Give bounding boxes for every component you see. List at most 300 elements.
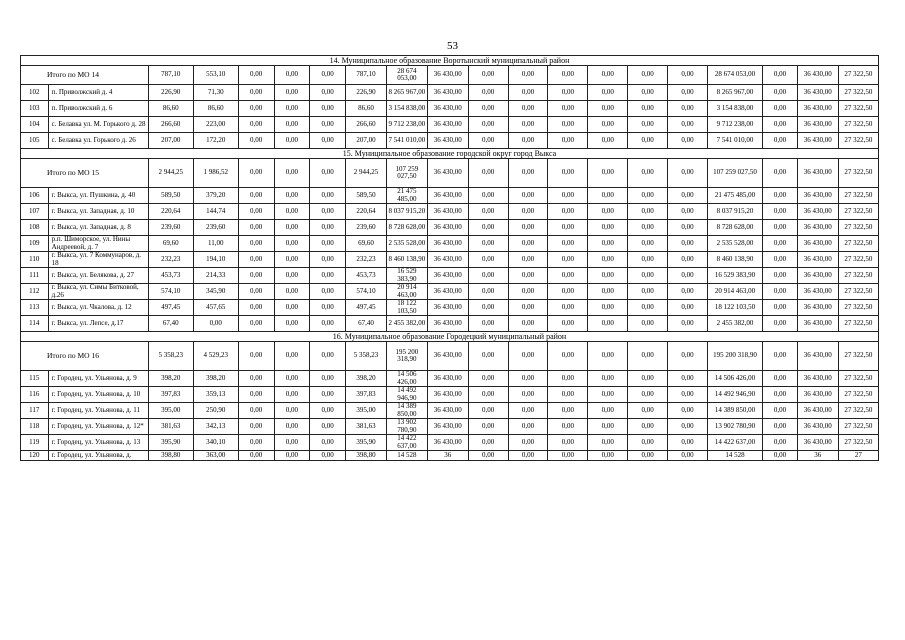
table-cell: 0,00 xyxy=(548,300,588,316)
table-cell: 457,65 xyxy=(193,300,238,316)
table-cell: 0,00 xyxy=(763,101,798,117)
table-cell: 0,00 xyxy=(508,117,548,133)
table-cell: 0,00 xyxy=(668,252,708,268)
table-cell: 0,00 xyxy=(668,133,708,149)
table-cell: 27 322,50 xyxy=(838,268,878,284)
table-cell: 144,74 xyxy=(193,204,238,220)
table-cell: 0,00 xyxy=(508,435,548,451)
table-cell: 0,00 xyxy=(763,117,798,133)
table-cell: 0,00 xyxy=(508,252,548,268)
row-number: 102 xyxy=(21,85,49,101)
row-number: 119 xyxy=(21,435,49,451)
table-cell: 27 322,50 xyxy=(838,220,878,236)
table-cell: 27 322,50 xyxy=(838,66,878,85)
table-cell: 0,00 xyxy=(628,85,668,101)
table-cell: 36 430,00 xyxy=(797,236,838,252)
total-row xyxy=(21,159,879,188)
table-cell: 0,00 xyxy=(274,101,310,117)
table-cell: 0,00 xyxy=(668,101,708,117)
table-cell: 27 322,50 xyxy=(838,435,878,451)
table-cell: 0,00 xyxy=(588,387,628,403)
table-cell: 0,00 xyxy=(763,316,798,332)
table-cell: 14 506 426,00 xyxy=(386,371,427,387)
total-row xyxy=(21,66,879,85)
table-cell: 0,00 xyxy=(763,387,798,403)
table-cell: 232,23 xyxy=(346,252,387,268)
table-cell: 0,00 xyxy=(274,252,310,268)
row-number: 106 xyxy=(21,188,49,204)
table-cell: 0,00 xyxy=(468,133,508,149)
table-cell: 0,00 xyxy=(548,188,588,204)
table-cell: 0,00 xyxy=(588,300,628,316)
table-cell: 0,00 xyxy=(468,204,508,220)
table-row xyxy=(21,133,879,149)
table-cell: 0,00 xyxy=(548,316,588,332)
table-cell: 226,90 xyxy=(148,85,193,101)
table-cell: 0,00 xyxy=(310,220,346,236)
table-cell: 0,00 xyxy=(310,204,346,220)
table-cell: 0,00 xyxy=(238,236,274,252)
row-address: г. Городец, ул. Ульянова, д. 11 xyxy=(48,403,148,419)
table-cell: 0,00 xyxy=(508,316,548,332)
table-cell: 574,10 xyxy=(148,284,193,300)
table-cell: 13 902 780,90 xyxy=(386,419,427,435)
table-row xyxy=(21,204,879,220)
table-cell: 0,00 xyxy=(310,284,346,300)
table-cell: 27 322,50 xyxy=(838,236,878,252)
table-cell: 0,00 xyxy=(274,66,310,85)
table-cell: 8 728 628,00 xyxy=(386,220,427,236)
row-number: 109 xyxy=(21,236,49,252)
row-address: с. Белавка ул. М. Горького д. 28 xyxy=(48,117,148,133)
table-cell: 397,83 xyxy=(346,387,387,403)
table-cell: 0,00 xyxy=(274,419,310,435)
table-cell: 36 430,00 xyxy=(797,419,838,435)
table-cell: 27 322,50 xyxy=(838,117,878,133)
table-cell: 36 430,00 xyxy=(427,188,468,204)
row-number: 117 xyxy=(21,403,49,419)
table-cell: 36 430,00 xyxy=(427,284,468,300)
table-cell: 0,00 xyxy=(763,204,798,220)
table-cell: 0,00 xyxy=(238,252,274,268)
table-cell: 0,00 xyxy=(310,117,346,133)
table-cell: 363,00 xyxy=(193,451,238,461)
table-cell: 18 122 103,50 xyxy=(386,300,427,316)
table-cell: 0,00 xyxy=(763,85,798,101)
table-cell: 36 430,00 xyxy=(427,371,468,387)
total-label: Итого по МО 15 xyxy=(21,159,149,188)
table-cell: 266,60 xyxy=(346,117,387,133)
table-cell: 36 430,00 xyxy=(797,159,838,188)
row-number: 105 xyxy=(21,133,49,149)
table-cell: 14 492 946,90 xyxy=(386,387,427,403)
table-cell: 0,00 xyxy=(668,435,708,451)
table-cell: 0,00 xyxy=(274,451,310,461)
row-number: 113 xyxy=(21,300,49,316)
table-cell: 0,00 xyxy=(468,284,508,300)
table-cell: 0,00 xyxy=(588,419,628,435)
table-row xyxy=(21,435,879,451)
table-cell: 0,00 xyxy=(468,387,508,403)
table-cell: 36 430,00 xyxy=(427,300,468,316)
table-cell: 0,00 xyxy=(508,101,548,117)
table-cell: 36 430,00 xyxy=(797,268,838,284)
table-cell: 86,60 xyxy=(346,101,387,117)
table-cell: 0,00 xyxy=(508,342,548,371)
table-cell: 36 430,00 xyxy=(427,133,468,149)
table-cell: 36 430,00 xyxy=(427,252,468,268)
table-cell: 359,13 xyxy=(193,387,238,403)
table-cell: 0,00 xyxy=(274,204,310,220)
row-address: г. Выкса, ул. Пушкина, д. 40 xyxy=(48,188,148,204)
table-cell: 0,00 xyxy=(588,204,628,220)
table-cell: 589,50 xyxy=(346,188,387,204)
table-cell: 67,40 xyxy=(148,316,193,332)
table-row xyxy=(21,387,879,403)
table-cell: 8 037 915,20 xyxy=(386,204,427,220)
table-cell: 0,00 xyxy=(508,220,548,236)
table-cell: 0,00 xyxy=(548,403,588,419)
table-cell: 0,00 xyxy=(508,371,548,387)
table-cell: 0,00 xyxy=(588,159,628,188)
table-cell: 0,00 xyxy=(468,342,508,371)
table-cell: 0,00 xyxy=(668,451,708,461)
table-cell: 0,00 xyxy=(238,284,274,300)
total-label: Итого по МО 16 xyxy=(21,342,149,371)
table-cell: 4 529,23 xyxy=(193,342,238,371)
table-cell: 9 712 238,00 xyxy=(707,117,762,133)
table-cell: 0,00 xyxy=(274,300,310,316)
row-number: 115 xyxy=(21,371,49,387)
table-cell: 36 430,00 xyxy=(427,85,468,101)
table-cell: 0,00 xyxy=(238,159,274,188)
table-cell: 27 322,50 xyxy=(838,159,878,188)
row-number: 114 xyxy=(21,316,49,332)
table-cell: 0,00 xyxy=(310,85,346,101)
table-cell: 250,90 xyxy=(193,403,238,419)
table-cell: 0,00 xyxy=(628,387,668,403)
table-cell: 0,00 xyxy=(508,188,548,204)
table-cell: 9 712 238,00 xyxy=(386,117,427,133)
table-cell: 0,00 xyxy=(588,66,628,85)
table-cell: 27 322,50 xyxy=(838,316,878,332)
table-cell: 5 358,23 xyxy=(346,342,387,371)
table-cell: 0,00 xyxy=(508,451,548,461)
table-cell: 0,00 xyxy=(274,85,310,101)
table-cell: 0,00 xyxy=(588,133,628,149)
table-cell: 0,00 xyxy=(628,117,668,133)
table-row xyxy=(21,236,879,252)
table-cell: 0,00 xyxy=(628,284,668,300)
table-cell: 0,00 xyxy=(548,117,588,133)
table-cell: 207,00 xyxy=(148,133,193,149)
table-cell: 0,00 xyxy=(274,435,310,451)
table-cell: 8 265 967,00 xyxy=(386,85,427,101)
table-cell: 0,00 xyxy=(508,204,548,220)
table-cell: 107 259 027,50 xyxy=(707,159,762,188)
row-address: г. Выкса, ул. Белякова, д. 27 xyxy=(48,268,148,284)
table-cell: 1 986,52 xyxy=(193,159,238,188)
table-cell: 0,00 xyxy=(274,284,310,300)
table-cell: 0,00 xyxy=(668,403,708,419)
table-cell: 36 430,00 xyxy=(427,419,468,435)
table-cell: 0,00 xyxy=(238,133,274,149)
table-cell: 0,00 xyxy=(588,220,628,236)
table-cell: 0,00 xyxy=(668,236,708,252)
section-header-row xyxy=(21,332,879,342)
table-cell: 0,00 xyxy=(548,284,588,300)
table-cell: 0,00 xyxy=(508,159,548,188)
table-cell: 0,00 xyxy=(763,66,798,85)
table-cell: 14 528 xyxy=(707,451,762,461)
table-cell: 398,20 xyxy=(193,371,238,387)
table-cell: 0,00 xyxy=(310,300,346,316)
table-row xyxy=(21,451,879,461)
table-cell: 0,00 xyxy=(310,316,346,332)
table-cell: 0,00 xyxy=(763,403,798,419)
table-cell: 0,00 xyxy=(668,371,708,387)
table-cell: 0,00 xyxy=(588,236,628,252)
data-table xyxy=(20,55,879,461)
table-cell: 86,60 xyxy=(193,101,238,117)
table-row xyxy=(21,316,879,332)
table-cell: 36 430,00 xyxy=(797,188,838,204)
table-cell: 0,00 xyxy=(468,188,508,204)
table-row xyxy=(21,252,879,268)
table-cell: 28 674 053,00 xyxy=(386,66,427,85)
table-cell: 395,00 xyxy=(346,403,387,419)
table-cell: 0,00 xyxy=(238,268,274,284)
table-cell: 0,00 xyxy=(548,387,588,403)
table-cell: 0,00 xyxy=(668,268,708,284)
table-cell: 27 322,50 xyxy=(838,371,878,387)
table-cell: 0,00 xyxy=(238,188,274,204)
table-row xyxy=(21,419,879,435)
table-cell: 232,23 xyxy=(148,252,193,268)
table-cell: 0,00 xyxy=(588,435,628,451)
table-cell: 36 xyxy=(427,451,468,461)
table-cell: 574,10 xyxy=(346,284,387,300)
table-cell: 381,63 xyxy=(346,419,387,435)
table-cell: 2 944,25 xyxy=(148,159,193,188)
table-cell: 0,00 xyxy=(628,435,668,451)
row-number: 116 xyxy=(21,387,49,403)
table-cell: 3 154 838,00 xyxy=(707,101,762,117)
table-cell: 239,60 xyxy=(346,220,387,236)
table-cell: 0,00 xyxy=(508,236,548,252)
table-cell: 398,80 xyxy=(346,451,387,461)
table-cell: 0,00 xyxy=(238,101,274,117)
table-cell: 0,00 xyxy=(274,236,310,252)
table-cell: 0,00 xyxy=(628,133,668,149)
table-cell: 14 422 637,00 xyxy=(707,435,762,451)
table-cell: 0,00 xyxy=(238,300,274,316)
table-cell: 395,90 xyxy=(148,435,193,451)
table-cell: 11,00 xyxy=(193,236,238,252)
table-cell: 0,00 xyxy=(628,342,668,371)
table-cell: 0,00 xyxy=(193,316,238,332)
table-cell: 0,00 xyxy=(668,66,708,85)
table-cell: 0,00 xyxy=(508,403,548,419)
table-cell: 0,00 xyxy=(763,451,798,461)
table-cell: 0,00 xyxy=(238,117,274,133)
table-cell: 36 430,00 xyxy=(427,403,468,419)
table-cell: 0,00 xyxy=(310,66,346,85)
table-cell: 67,40 xyxy=(346,316,387,332)
table-cell: 2 944,25 xyxy=(346,159,387,188)
row-address: г. Городец, ул. Ульянова, д. 9 xyxy=(48,371,148,387)
table-cell: 0,00 xyxy=(548,252,588,268)
table-cell: 0,00 xyxy=(468,268,508,284)
table-cell: 214,33 xyxy=(193,268,238,284)
table-cell: 0,00 xyxy=(668,188,708,204)
table-cell: 239,60 xyxy=(148,220,193,236)
table-cell: 0,00 xyxy=(238,342,274,371)
table-cell: 0,00 xyxy=(668,284,708,300)
table-cell: 27 322,50 xyxy=(838,188,878,204)
table-cell: 14 528 xyxy=(386,451,427,461)
table-cell: 36 430,00 xyxy=(797,117,838,133)
table-cell: 0,00 xyxy=(508,66,548,85)
table-cell: 0,00 xyxy=(548,220,588,236)
table-cell: 0,00 xyxy=(548,66,588,85)
table-cell: 0,00 xyxy=(274,220,310,236)
row-address: г. Выкса, ул. Чкалова, д. 12 xyxy=(48,300,148,316)
table-cell: 27 322,50 xyxy=(838,85,878,101)
table-cell: 0,00 xyxy=(548,236,588,252)
table-cell: 27 322,50 xyxy=(838,403,878,419)
table-cell: 398,80 xyxy=(148,451,193,461)
table-cell: 0,00 xyxy=(628,236,668,252)
table-cell: 0,00 xyxy=(668,117,708,133)
table-cell: 0,00 xyxy=(588,85,628,101)
table-cell: 0,00 xyxy=(310,188,346,204)
table-cell: 14 422 637,00 xyxy=(386,435,427,451)
table-cell: 13 902 780,90 xyxy=(707,419,762,435)
table-cell: 27 322,50 xyxy=(838,252,878,268)
table-cell: 21 475 485,00 xyxy=(707,188,762,204)
table-cell: 345,90 xyxy=(193,284,238,300)
table-cell: 0,00 xyxy=(628,419,668,435)
row-address: г. Выкса, ул. Лепсе, д.17 xyxy=(48,316,148,332)
table-cell: 0,00 xyxy=(588,252,628,268)
table-cell: 2 455 382,00 xyxy=(707,316,762,332)
table-cell: 0,00 xyxy=(763,419,798,435)
table-cell: 0,00 xyxy=(310,268,346,284)
table-cell: 787,10 xyxy=(148,66,193,85)
table-cell: 0,00 xyxy=(548,204,588,220)
table-cell: 0,00 xyxy=(238,419,274,435)
table-cell: 0,00 xyxy=(310,435,346,451)
table-cell: 8 460 138,90 xyxy=(707,252,762,268)
table-cell: 14 389 850,00 xyxy=(386,403,427,419)
table-cell: 0,00 xyxy=(310,252,346,268)
table-cell: 0,00 xyxy=(548,268,588,284)
row-number: 103 xyxy=(21,101,49,117)
table-row xyxy=(21,188,879,204)
table-cell: 0,00 xyxy=(274,188,310,204)
table-cell: 0,00 xyxy=(628,220,668,236)
table-cell: 195 200 318,90 xyxy=(386,342,427,371)
table-cell: 36 430,00 xyxy=(427,236,468,252)
table-cell: 0,00 xyxy=(274,387,310,403)
table-cell: 0,00 xyxy=(238,403,274,419)
table-cell: 223,00 xyxy=(193,117,238,133)
table-cell: 0,00 xyxy=(508,85,548,101)
table-cell: 379,20 xyxy=(193,188,238,204)
table-cell: 27 322,50 xyxy=(838,387,878,403)
table-cell: 0,00 xyxy=(588,342,628,371)
table-cell: 0,00 xyxy=(588,188,628,204)
table-cell: 207,00 xyxy=(346,133,387,149)
table-cell: 0,00 xyxy=(628,66,668,85)
table-cell: 0,00 xyxy=(763,236,798,252)
table-cell: 0,00 xyxy=(274,316,310,332)
table-cell: 36 430,00 xyxy=(427,204,468,220)
table-row xyxy=(21,371,879,387)
table-cell: 342,13 xyxy=(193,419,238,435)
table-cell: 395,00 xyxy=(148,403,193,419)
table-cell: 0,00 xyxy=(763,284,798,300)
table-cell: 0,00 xyxy=(588,371,628,387)
table-cell: 0,00 xyxy=(468,451,508,461)
row-number: 107 xyxy=(21,204,49,220)
table-cell: 0,00 xyxy=(668,342,708,371)
table-cell: 0,00 xyxy=(238,316,274,332)
row-address: п. Приволжский д. 6 xyxy=(48,101,148,117)
table-cell: 398,20 xyxy=(148,371,193,387)
table-cell: 0,00 xyxy=(238,451,274,461)
row-address: г. Городец, ул. Ульянова, д. 13 xyxy=(48,435,148,451)
table-row xyxy=(21,85,879,101)
table-cell: 0,00 xyxy=(548,435,588,451)
table-cell: 36 xyxy=(797,451,838,461)
row-address: г. Городец, ул. Ульянова, д. xyxy=(48,451,148,461)
table-cell: 0,00 xyxy=(588,284,628,300)
table-cell: 14 492 946,90 xyxy=(707,387,762,403)
table-cell: 194,10 xyxy=(193,252,238,268)
table-row xyxy=(21,268,879,284)
total-row xyxy=(21,342,879,371)
table-cell: 0,00 xyxy=(588,117,628,133)
table-cell: 8 265 967,00 xyxy=(707,85,762,101)
table-cell: 36 430,00 xyxy=(797,204,838,220)
table-cell: 16 529 383,90 xyxy=(707,268,762,284)
table-cell: 0,00 xyxy=(274,371,310,387)
table-cell: 0,00 xyxy=(274,268,310,284)
table-cell: 195 200 318,90 xyxy=(707,342,762,371)
table-cell: 69,60 xyxy=(148,236,193,252)
table-cell: 0,00 xyxy=(310,159,346,188)
table-cell: 0,00 xyxy=(468,300,508,316)
table-cell: 0,00 xyxy=(548,85,588,101)
table-cell: 497,45 xyxy=(346,300,387,316)
table-cell: 0,00 xyxy=(628,371,668,387)
table-cell: 36 430,00 xyxy=(797,435,838,451)
row-number: 110 xyxy=(21,252,49,268)
table-cell: 0,00 xyxy=(588,101,628,117)
table-cell: 0,00 xyxy=(668,85,708,101)
table-cell: 0,00 xyxy=(628,451,668,461)
table-cell: 0,00 xyxy=(310,371,346,387)
table-cell: 589,50 xyxy=(148,188,193,204)
table-cell: 266,60 xyxy=(148,117,193,133)
table-cell: 0,00 xyxy=(468,236,508,252)
table-cell: 2 535 528,00 xyxy=(386,236,427,252)
table-cell: 0,00 xyxy=(548,133,588,149)
table-cell: 0,00 xyxy=(548,371,588,387)
table-cell: 0,00 xyxy=(468,159,508,188)
